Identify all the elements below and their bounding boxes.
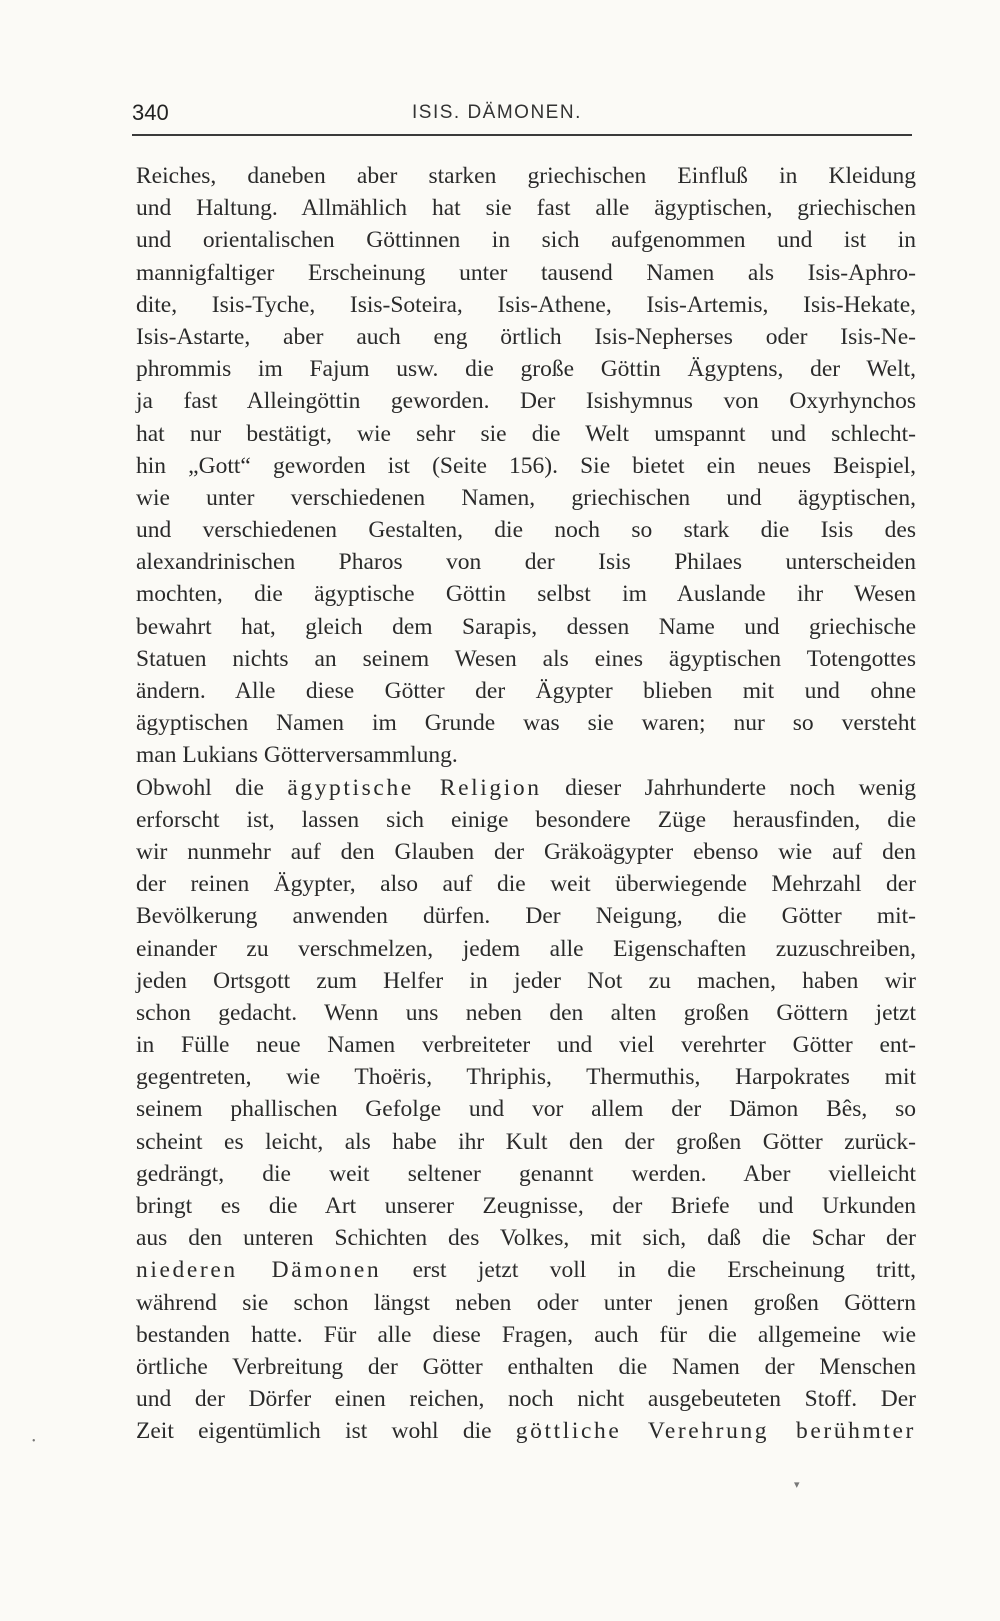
text-line: Reiches, daneben aber starken griechischen Einfluß in Kleidung	[136, 163, 916, 189]
text-line: bringt es die Art unserer Zeugnisse, der Briefe und Urkunden	[136, 1193, 916, 1219]
text-line	[136, 1415, 916, 1447]
text-span: erst jetzt voll in die Erscheinung tritt,	[381, 1257, 916, 1284]
text-line: in Fülle neue Namen verbreiteter und viel verehrter Götter ent-	[136, 1032, 916, 1059]
text-line: während sie schon längst neben oder unter jenen großen Göttern	[136, 1289, 916, 1316]
text-line: der reinen Ägypter, also auf die weit überwiegende Mehrzahl der	[136, 871, 916, 898]
text-line: mochten, die ägyptische Göttin selbst im Auslande ihr Wesen	[136, 581, 916, 608]
text-line: und orientalischen Göttinnen in sich aufgenommen und ist in	[136, 227, 916, 254]
text-line: und Haltung. Allmählich hat sie fast alle ägyptischen, griechischen	[136, 195, 916, 222]
running-head: ISIS. DÄMONEN.	[412, 102, 582, 123]
text-line: alexandrinischen Pharos von der Isis Philaes unterscheiden	[136, 549, 916, 576]
body-text	[136, 160, 916, 1448]
header-rule	[132, 134, 912, 136]
text-line: jeden Ortsgott zum Helfer in jeder Not zu machen, haben wir	[136, 967, 916, 994]
text-line: ändern. Alle diese Götter der Ägypter blieben mit und ohne	[136, 678, 916, 704]
text-line: hat nur bestätigt, wie sehr sie die Welt umspannt und schlecht-	[136, 420, 916, 447]
text-line: wir nunmehr auf den Glauben der Gräkoägypter ebenso wie auf den	[136, 838, 916, 865]
text-line: örtliche Verbreitung der Götter enthalten die Namen der Menschen	[136, 1353, 916, 1380]
spaced-emphasis: niederen Dämonen	[136, 1257, 382, 1284]
text-line: gedrängt, die weit seltener genannt werden. Aber vielleicht	[136, 1160, 916, 1187]
text-line: Bevölkerung anwenden dürfen. Der Neigung, die Götter mit-	[136, 903, 916, 930]
text-line: und verschiedenen Gestalten, die noch so stark die Isis des	[136, 517, 916, 544]
text-line: mannigfaltiger Erscheinung unter tausend Namen als Isis-Aphro-	[136, 259, 916, 286]
text-line	[136, 1254, 916, 1286]
text-line: ägyptischen Namen im Grunde was sie waren; nur so versteht	[136, 710, 916, 737]
spaced-emphasis: göttliche Verehrung berühmter	[515, 1418, 916, 1445]
page-number: 340	[132, 100, 169, 125]
text-line: dite, Isis-Tyche, Isis-Soteira, Isis-Athene, Isis-Artemis, Isis-Hekate,	[136, 291, 916, 318]
paragraph-end-line: man Lukians Götterversammlung.	[136, 742, 458, 769]
text-span: Zeit eigentümlich ist wohl die	[136, 1418, 516, 1445]
print-mark: ▾	[794, 1479, 800, 1491]
text-span: Obwohl die	[136, 774, 288, 801]
text-line: hin „Gott“ geworden ist (Seite 156). Sie bietet ein neues Beispiel,	[136, 452, 916, 479]
text-line: Isis-Astarte, aber auch eng örtlich Isis-Nepherses oder Isis-Ne-	[136, 323, 916, 350]
text-line: aus den unteren Schichten des Volkes, mit sich, daß die Schar der	[136, 1225, 916, 1252]
text-line: scheint es leicht, als habe ihr Kult den der großen Götter zurück-	[136, 1128, 916, 1155]
text-line: bestanden hatte. Für alle diese Fragen, auch für die allgemeine wie	[136, 1321, 916, 1348]
text-line: schon gedacht. Wenn uns neben den alten großen Göttern jetzt	[136, 999, 916, 1026]
text-span: dieser Jahrhunderte noch wenig	[541, 774, 916, 801]
paragraph-start-line	[136, 772, 916, 804]
text-line: ja fast Alleingöttin geworden. Der Isishymnus von Oxyrhynchos	[136, 388, 916, 415]
spaced-emphasis: ägyptische Religion	[287, 774, 542, 801]
text-line: und der Dörfer einen reichen, noch nicht ausgebeuteten Stoff. Der	[136, 1386, 916, 1413]
text-line: gegentreten, wie Thoëris, Thriphis, Thermuthis, Harpokrates mit	[136, 1064, 916, 1091]
text-line: seinem phallischen Gefolge und vor allem der Dämon Bês, so	[136, 1096, 916, 1123]
text-line: wie unter verschiedenen Namen, griechischen und ägyptischen,	[136, 484, 916, 511]
margin-mark: •	[32, 1436, 36, 1447]
text-line: erforscht ist, lassen sich einige besondere Züge herausfinden, die	[136, 806, 916, 833]
page-header	[132, 100, 912, 134]
text-line: phrommis im Fajum usw. die große Göttin Ägyptens, der Welt,	[136, 356, 916, 383]
text-line: Statuen nichts an seinem Wesen als eines ägyptischen Totengottes	[136, 645, 916, 672]
text-line: bewahrt hat, gleich dem Sarapis, dessen Name und griechische	[136, 613, 916, 640]
text-line: einander zu verschmelzen, jedem alle Eigenschaften zuzuschreiben,	[136, 935, 916, 962]
